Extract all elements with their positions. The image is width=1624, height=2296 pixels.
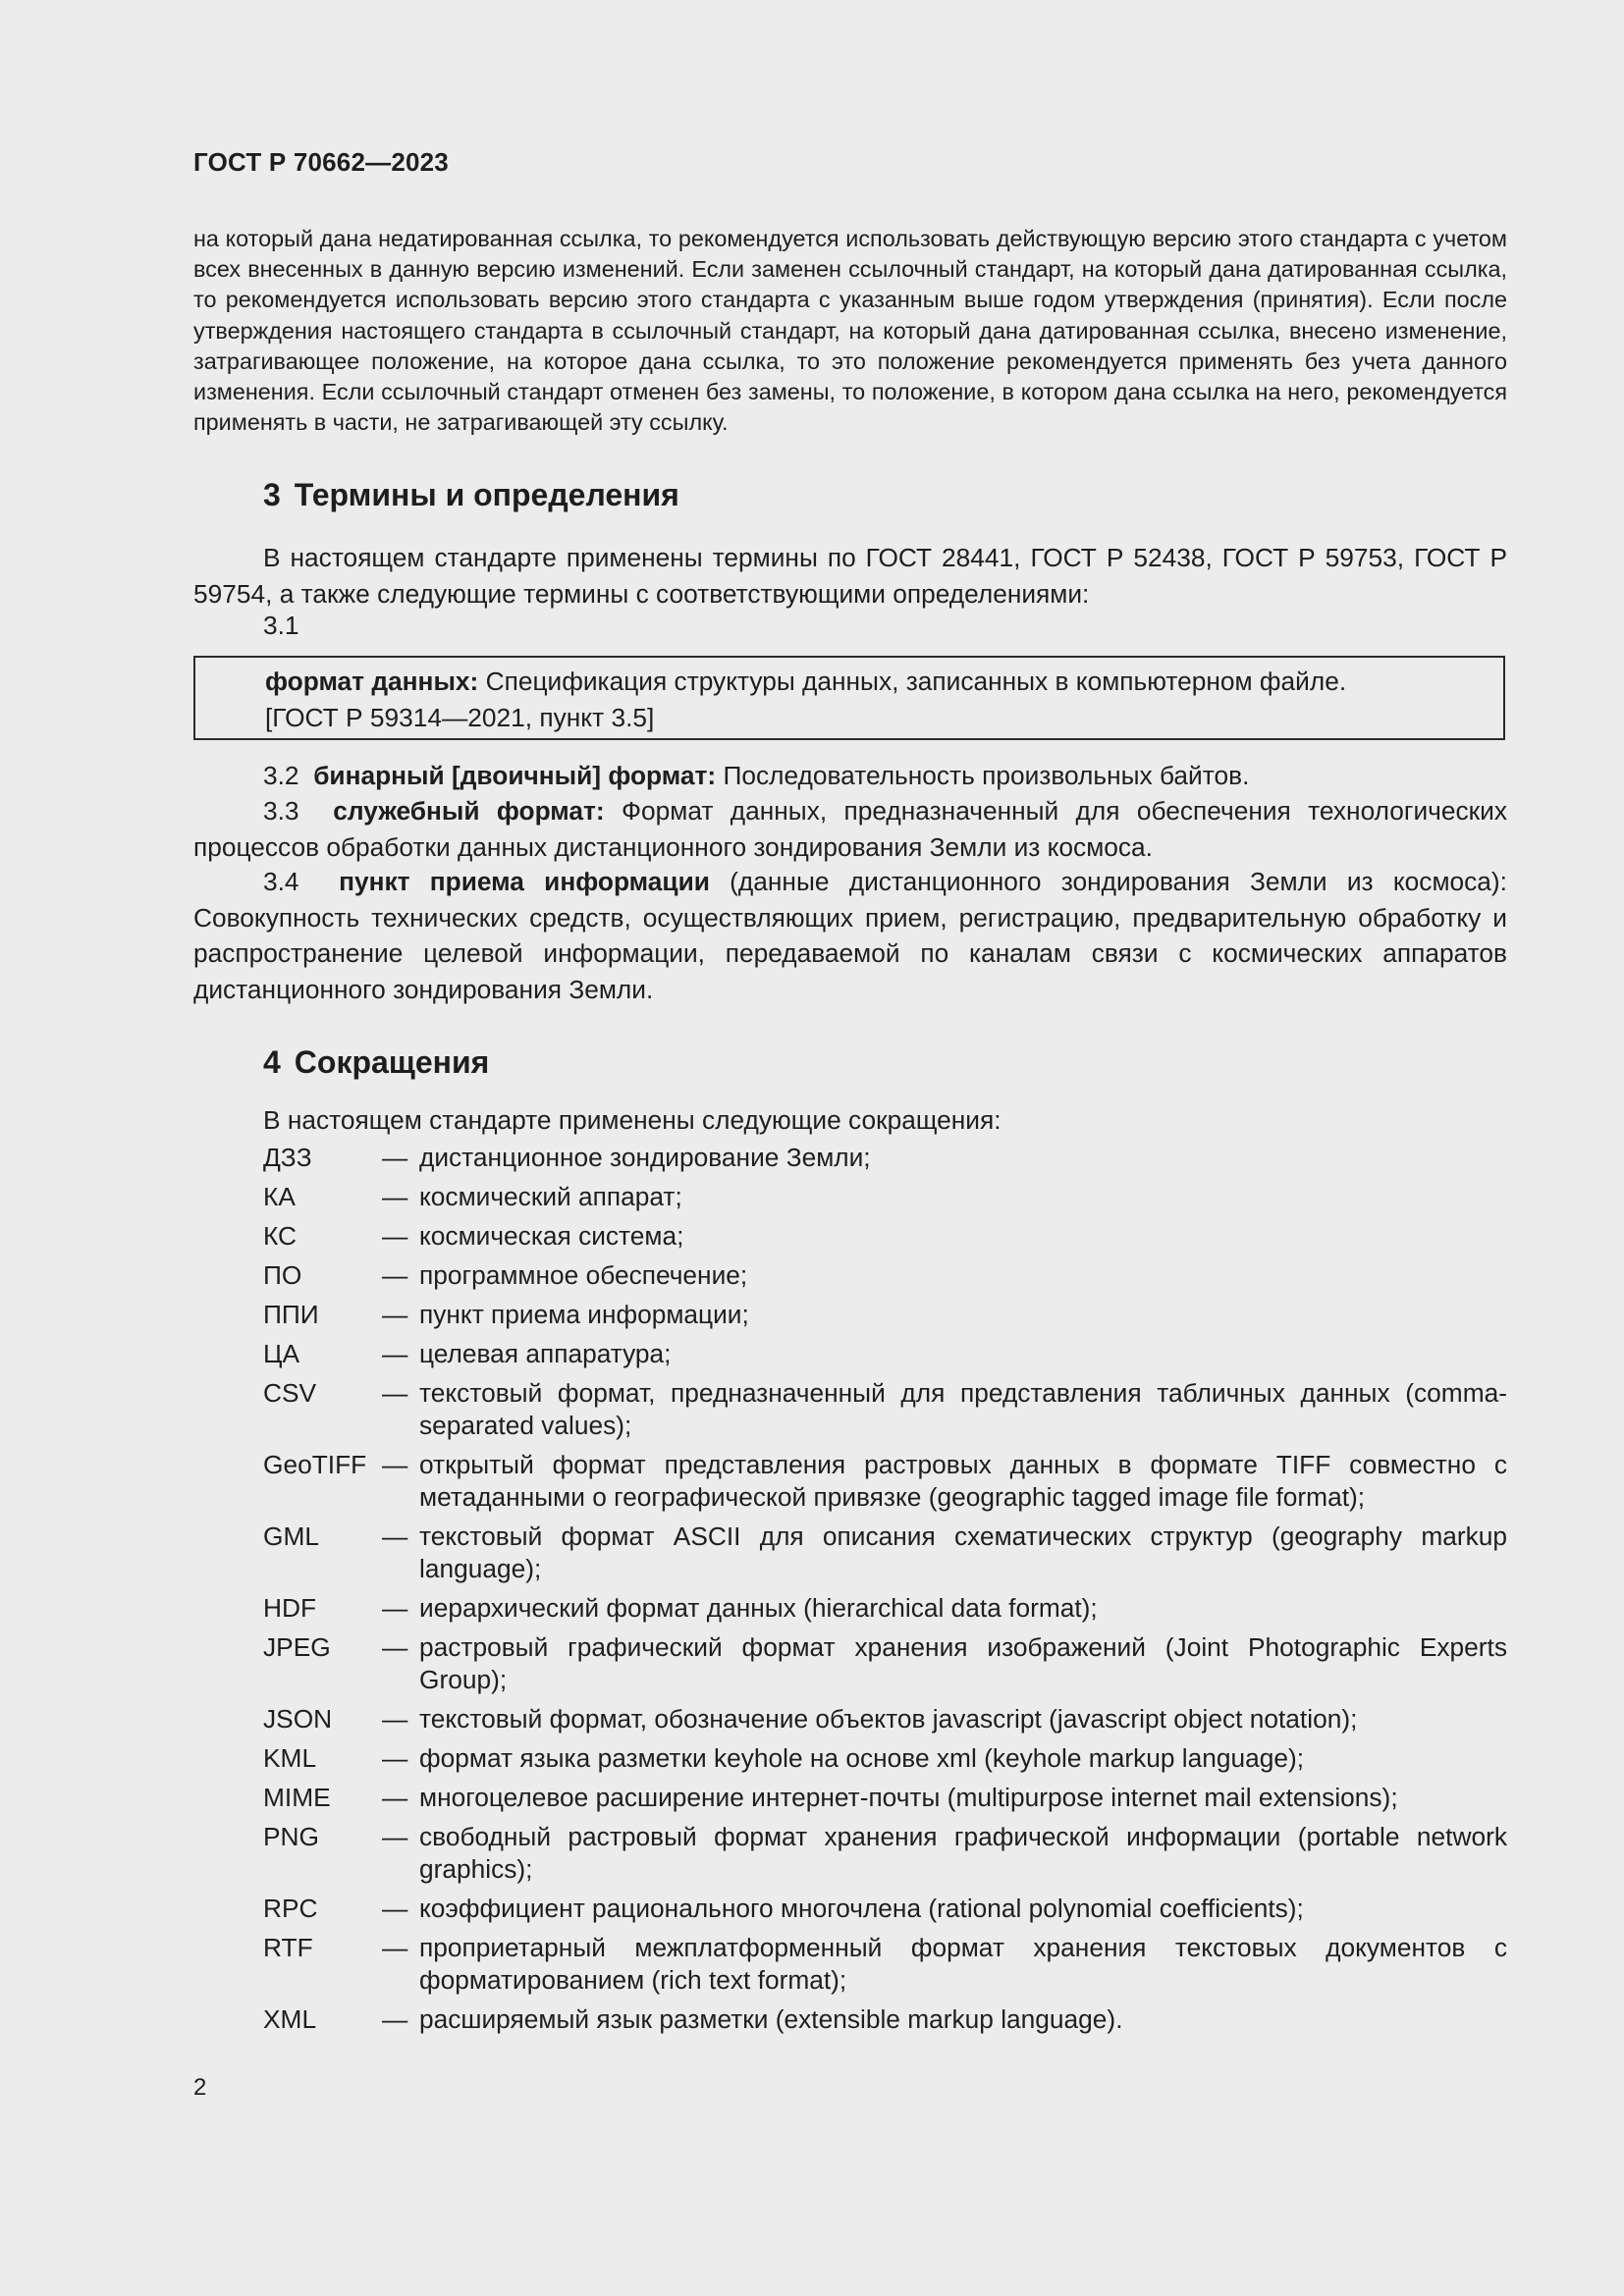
abbreviation-dash: — [382, 1743, 408, 1773]
list-item [263, 1259, 1507, 1292]
list-item [263, 1703, 1507, 1735]
term-3-2-definition: Последовательность произвольных байтов. [716, 761, 1250, 790]
abbreviation-code: HDF [263, 1593, 317, 1623]
section-3-title: Термины и определения [294, 477, 679, 512]
abbreviation-code: ДЗЗ [263, 1143, 312, 1172]
abbreviation-text: космическая система; [419, 1221, 684, 1251]
abbreviation-code: RTF [263, 1933, 313, 1962]
abbreviation-code: JPEG [263, 1632, 331, 1662]
section-3-intro-text: В настоящем стандарте применены термины по ГОСТ 28441, ГОСТ Р 52438, ГОСТ Р 59753, ГОСТ Р 59754, а также следующие термины с соответствующими определениями: [193, 543, 1507, 609]
abbreviation-list [263, 1142, 1507, 2043]
term-3-2-term: бинарный [двоичный] формат: [313, 761, 717, 790]
abbreviation-text: космический аппарат; [419, 1182, 682, 1211]
abbreviation-dash: — [382, 1933, 408, 1962]
term-3-3-definition: Формат данных, предназначенный для обеспечения технологических процессов обработки данных дистанционного зондирования Земли из космоса. [193, 796, 1507, 862]
list-item [263, 1299, 1507, 1331]
abbreviation-dash: — [382, 1221, 408, 1251]
abbreviation-text: программное обеспечение; [419, 1260, 748, 1290]
abbreviation-dash: — [382, 1783, 408, 1812]
abbreviation-dash: — [382, 1300, 408, 1329]
abbreviation-text: формат языка разметки keyhole на основе xml (keyhole markup language); [419, 1743, 1305, 1773]
list-item [263, 1220, 1507, 1253]
section-3-intro [193, 540, 1507, 612]
section-4-heading [263, 1044, 489, 1081]
intro-paragraph [193, 224, 1507, 438]
term-3-3-term: служебный формат: [333, 796, 605, 826]
section-4-intro: В настоящем стандарте применены следующие сокращения: [263, 1105, 1001, 1135]
term-3-4 [193, 864, 1507, 1007]
abbreviation-dash: — [382, 1632, 408, 1662]
abbreviation-dash: — [382, 1522, 408, 1551]
term-3-3-number: 3.3 [263, 796, 299, 826]
term-3-2-number: 3.2 [263, 761, 299, 790]
abbreviation-text: текстовый формат, предназначенный для представления табличных данных (comma-separated values); [419, 1378, 1507, 1440]
abbreviation-text: целевая аппаратура; [419, 1339, 672, 1368]
list-item [263, 1181, 1507, 1213]
abbreviation-dash: — [382, 1182, 408, 1211]
abbreviation-text: растровый графический формат хранения изображений (Joint Photographic Experts Group); [419, 1632, 1507, 1694]
term-3-3 [193, 793, 1507, 865]
abbreviation-dash: — [382, 1378, 408, 1408]
abbreviation-dash: — [382, 1143, 408, 1172]
list-item [263, 1932, 1507, 1997]
list-item [263, 1338, 1507, 1370]
abbreviation-text: открытый формат представления растровых данных в формате TIFF совместно с метаданными о географической привязке (geographic tagged image file format); [419, 1450, 1507, 1512]
section-3-number: 3 [263, 477, 281, 512]
abbreviation-code: ПО [263, 1260, 302, 1290]
term-3-4-definition: (данные дистанционного зондирования Земли из космоса): Совокупность технических средств, осуществляющих прием, регистрацию, предварительную обработку и распространение целевой информации, передаваемой по каналам связи с космических аппаратов дистанционного зондирования Земли. [193, 867, 1507, 1004]
term-3-2 [193, 758, 1507, 794]
intro-text: на который дана недатированная ссылка, то рекомендуется использовать действующую версию этого стандарта с учетом всех внесенных в данную версию изменений. Если заменен ссылочный стандарт, на который дана датированная ссылка, то рекомендуется использовать версию этого стандарта с указанным выше годом утверждения (принятия). Если после утверждения настоящего стандарта в ссылочный стандарт, на который дана датированная ссылка, внесено изменение, затрагивающее положение, на которое дана ссылка, то это положение рекомендуется применять без учета данного изменения. Если ссылочный стандарт отменен без замены, то положение, в котором дана ссылка на него, рекомендуется применять в части, не затрагивающей эту ссылку. [193, 226, 1507, 436]
list-item [263, 1821, 1507, 1886]
term-3-1-box [193, 656, 1505, 740]
list-item [263, 1521, 1507, 1585]
abbreviation-code: CSV [263, 1378, 317, 1408]
term-3-1-definition: Спецификация структуры данных, записанных в компьютерном файле. [478, 667, 1347, 696]
abbreviation-code: GML [263, 1522, 319, 1551]
abbreviation-text: коэффициент рационального многочлена (rational polynomial coefficients); [419, 1894, 1304, 1923]
abbreviation-dash: — [382, 1822, 408, 1851]
abbreviation-dash: — [382, 1339, 408, 1368]
page-number: 2 [193, 2074, 207, 2101]
abbreviation-text: свободный растровый формат хранения графической информации (portable network graphics); [419, 1822, 1507, 1884]
list-item [263, 1142, 1507, 1174]
abbreviation-dash: — [382, 1894, 408, 1923]
section-4-number: 4 [263, 1044, 281, 1080]
abbreviation-code: ЦА [263, 1339, 299, 1368]
abbreviation-code: KML [263, 1743, 317, 1773]
abbreviation-code: КС [263, 1221, 298, 1251]
abbreviation-text: многоцелевое расширение интернет-почты (multipurpose internet mail extensions); [419, 1783, 1398, 1812]
list-item [263, 2003, 1507, 2036]
list-item [263, 1377, 1507, 1442]
abbreviation-code: XML [263, 2004, 317, 2034]
list-item [263, 1742, 1507, 1775]
abbreviation-dash: — [382, 1593, 408, 1623]
list-item [263, 1592, 1507, 1625]
section-4-title: Сокращения [294, 1044, 490, 1080]
list-item [263, 1631, 1507, 1696]
list-item [263, 1449, 1507, 1514]
abbreviation-dash: — [382, 1704, 408, 1734]
list-item [263, 1782, 1507, 1814]
term-3-1-term: формат данных: [265, 667, 479, 696]
abbreviation-code: JSON [263, 1704, 333, 1734]
abbreviation-dash: — [382, 1260, 408, 1290]
abbreviation-text: дистанционное зондирование Земли; [419, 1143, 871, 1172]
term-3-4-term: пункт приема информации [339, 867, 710, 896]
abbreviation-text: пункт приема информации; [419, 1300, 749, 1329]
abbreviation-code: КА [263, 1182, 296, 1211]
term-3-1-number: 3.1 [263, 611, 299, 640]
abbreviation-text: иерархический формат данных (hierarchical data format); [419, 1593, 1098, 1623]
list-item [263, 1893, 1507, 1925]
abbreviation-text: текстовый формат ASCII для описания схематических структур (geography markup language); [419, 1522, 1507, 1583]
abbreviation-code: PNG [263, 1822, 319, 1851]
abbreviation-dash: — [382, 2004, 408, 2034]
document-header: ГОСТ Р 70662—2023 [193, 147, 449, 177]
abbreviation-dash: — [382, 1450, 408, 1479]
term-3-4-number: 3.4 [263, 867, 299, 896]
term-3-1-line [265, 667, 1346, 697]
abbreviation-code: RPC [263, 1894, 318, 1923]
abbreviation-code: GeoTIFF [263, 1450, 367, 1479]
abbreviation-code: MIME [263, 1783, 331, 1812]
abbreviation-code: ППИ [263, 1300, 319, 1329]
abbreviation-text: проприетарный межплатформенный формат хранения текстовых документов с форматированием (rich text format); [419, 1933, 1507, 1995]
abbreviation-text: текстовый формат, обозначение объектов javascript (javascript object notation); [419, 1704, 1358, 1734]
abbreviation-text: расширяемый язык разметки (extensible markup language). [419, 2004, 1123, 2034]
section-3-heading [263, 477, 679, 513]
term-3-1-source: [ГОСТ Р 59314—2021, пункт 3.5] [265, 703, 655, 732]
